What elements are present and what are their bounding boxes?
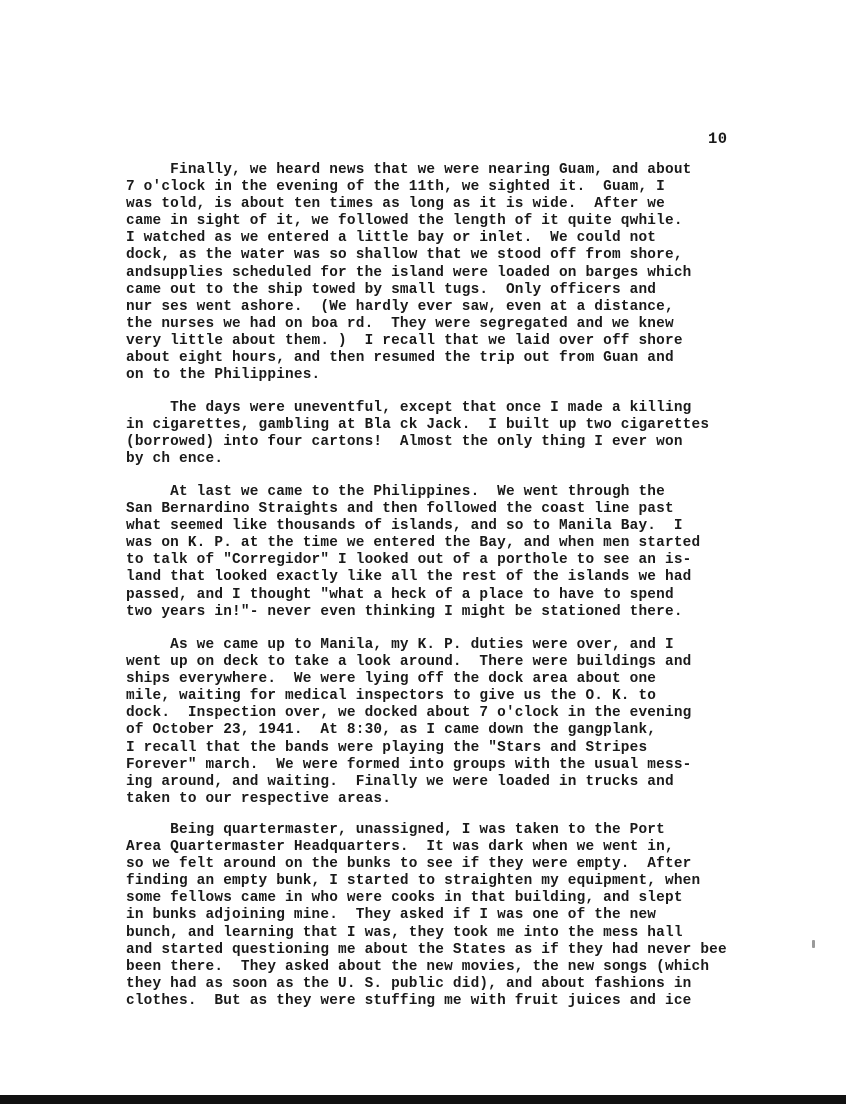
text-line: to talk of "Corregidor" I looked out of a porthole to see an is- <box>126 552 692 569</box>
text-line: came in sight of it, we followed the length of it quite qwhile. <box>126 213 683 230</box>
text-line: in bunks adjoining mine. They asked if I was one of the new <box>126 907 657 924</box>
text-line: taken to our respective areas. <box>126 790 392 807</box>
text-line: (borrowed) into four cartons! Almost the only thing I ever won <box>126 434 683 451</box>
text-line: nur ses went ashore. (We hardly ever saw, even at a distance, <box>126 298 674 315</box>
scan-speck <box>812 940 815 948</box>
text-line: As we came up to Manila, my K. P. duties were over, and I <box>126 637 674 653</box>
text-line: I recall that the bands were playing the "Stars and Stripes <box>126 739 648 756</box>
text-line: was told, is about ten times as long as it is wide. After we <box>126 196 665 213</box>
text-line: on to the Philippines. <box>126 367 321 384</box>
text-line: came out to the ship towed by small tugs. Only officers and <box>126 281 657 298</box>
scan-edge-bar <box>0 1095 846 1104</box>
text-line: San Bernardino Straights and then followed the coast line past <box>126 501 674 518</box>
text-line: two years in!"- never even thinking I might be stationed there. <box>126 603 683 620</box>
text-line: I watched as we entered a little bay or inlet. We could not <box>126 230 657 247</box>
text-line: bunch, and learning that I was, they took me into the mess hall <box>126 924 683 941</box>
text-line: passed, and I thought "what a heck of a place to have to spend <box>126 586 674 603</box>
text-line: in cigarettes, gambling at Bla ck Jack. I built up two cigarettes <box>126 417 710 434</box>
text-line: finding an empty bunk, I started to straighten my equipment, when <box>126 873 701 890</box>
text-line: by ch ence. <box>126 451 224 468</box>
text-line: land that looked exactly like all the rest of the islands we had <box>126 569 692 586</box>
text-line: and started questioning me about the States as if they had never bee <box>126 941 727 958</box>
text-line: 7 o'clock in the evening of the 11th, we sighted it. Guam, I <box>126 179 665 196</box>
text-line: ing around, and waiting. Finally we were loaded in trucks and <box>126 773 674 790</box>
text-line: about eight hours, and then resumed the trip out from Guan and <box>126 350 674 367</box>
text-line: of October 23, 1941. At 8:30, as I came down the gangplank, <box>126 722 657 739</box>
text-line: so we felt around on the bunks to see if they were empty. After <box>126 856 692 873</box>
text-line: ships everywhere. We were lying off the dock area about one <box>126 671 657 688</box>
text-line: Being quartermaster, unassigned, I was taken to the Port <box>126 822 665 838</box>
paragraph-uneventful-days <box>126 400 709 468</box>
text-line: they had as soon as the U. S. public did), and about fashions in <box>126 975 692 992</box>
text-line: mile, waiting for medical inspectors to give us the O. K. to <box>126 688 657 705</box>
paragraph-philippines-arrival <box>126 484 700 621</box>
text-line: Forever" march. We were formed into groups with the usual mess- <box>126 756 692 773</box>
text-line: some fellows came in who were cooks in that building, and slept <box>126 890 683 907</box>
text-line: been there. They asked about the new movies, the new songs (which <box>126 958 710 975</box>
text-line: Finally, we heard news that we were nearing Guam, and about <box>126 162 692 178</box>
text-line: the nurses we had on boa rd. They were segregated and we knew <box>126 315 674 332</box>
text-line: very little about them. ) I recall that we laid over off shore <box>126 332 683 349</box>
text-line: what seemed like thousands of islands, and so to Manila Bay. I <box>126 518 683 535</box>
paragraph-manila-docking <box>126 637 692 808</box>
text-line: andsupplies scheduled for the island were loaded on barges which <box>126 264 692 281</box>
text-line: The days were uneventful, except that once I made a killing <box>126 400 692 416</box>
page-number: 10 <box>708 130 728 148</box>
text-line: Area Quartermaster Headquarters. It was dark when we went in, <box>126 839 674 856</box>
text-line: was on K. P. at the time we entered the Bay, and when men started <box>126 535 701 552</box>
text-line: went up on deck to take a look around. There were buildings and <box>126 654 692 671</box>
paragraph-quartermaster <box>126 822 727 1010</box>
text-line: At last we came to the Philippines. We went through the <box>126 484 665 500</box>
paragraph-guam <box>126 162 692 384</box>
text-line: dock, as the water was so shallow that we stood off from shore, <box>126 247 683 264</box>
text-line: clothes. But as they were stuffing me with fruit juices and ice <box>126 992 692 1009</box>
text-line: dock. Inspection over, we docked about 7 o'clock in the evening <box>126 705 692 722</box>
